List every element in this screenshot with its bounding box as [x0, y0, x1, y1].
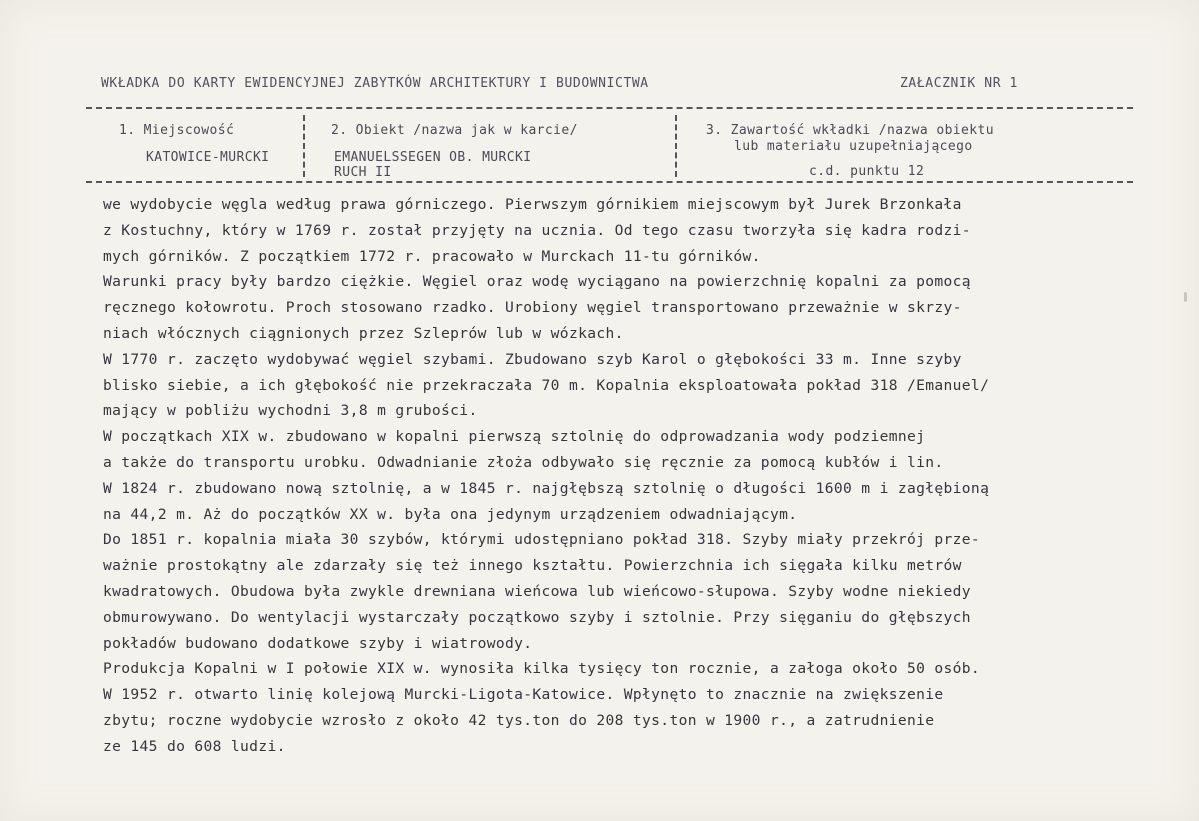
- body-line: W początkach XIX w. zbudowano w kopalni pierwszą sztolnię do odprowadzania wody podziemnej: [103, 428, 926, 446]
- object-value-line1: EMANUELSSEGEN OB. MURCKI: [334, 150, 532, 165]
- body-line: obmurowywano. Do wentylacji wystarczały początkowo szyby i sztolnie. Przy sięganiu do głębszych: [103, 608, 971, 626]
- body-line: we wydobycie węgla według prawa górniczego. Pierwszym górnikiem miejscowym był Jurek Brzonkała: [103, 196, 962, 213]
- header-divider-top: [86, 107, 1133, 109]
- body-line: na 44,2 m. Aż do początków XX w. była ona jedynym urządzeniem odwadniającym.: [103, 505, 798, 523]
- locality-label: 1. Miejscowość: [119, 123, 235, 138]
- body-line: zbytu; roczne wydobycie wzrosło z około 42 tys.ton do 208 tys.ton w 1900 r., a zatrudnienie: [103, 711, 935, 729]
- body-line: mych górników. Z początkiem 1772 r. pracowało w Murckach 11-tu górników.: [103, 247, 761, 265]
- header-divider-bottom: [86, 181, 1133, 183]
- body-line: niach włócznych ciągnionych przez Szleprów lub w wózkach.: [103, 324, 624, 342]
- form-title: WKŁADKA DO KARTY EWIDENCYJNEJ ZABYTKÓW ARCHITEKTURY I BUDOWNICTWA: [101, 76, 649, 91]
- annex-label: ZAŁACZNIK NR 1: [900, 76, 1018, 91]
- body-line: W 1770 r. zaczęto wydobywać węgiel szybami. Zbudowano szyb Karol o głębokości 33 m. Inne szyby: [103, 350, 962, 368]
- body-line: ręcznego kołowrotu. Proch stosowano rzadko. Urobiony węgiel transportowano przeważnie w skrzy-: [103, 299, 962, 317]
- column-divider-1: [303, 115, 305, 177]
- contents-value: c.d. punktu 12: [809, 164, 925, 179]
- typewritten-body: [103, 192, 1133, 760]
- body-line: Produkcja Kopalni w I połowie XIX w. wynosiła kilka tysięcy ton rocznie, a załoga około 50 osób.: [103, 660, 981, 678]
- column-divider-2: [675, 115, 677, 177]
- body-line: ze 145 do 608 ludzi.: [103, 737, 286, 755]
- body-line: a także do transportu urobku. Odwadnianie złoża odbywało się ręcznie za pomocą kubłów i lin.: [103, 453, 944, 471]
- body-line: z Kostuchny, który w 1769 r. został przyjęty na ucznia. Od tego czasu tworzyła się kadra rodzi-: [103, 221, 971, 239]
- body-line: mający w pobliżu wychodni 3,8 m grubości.: [103, 402, 478, 420]
- body-line: W 1952 r. otwarto linię kolejową Murcki-Ligota-Katowice. Wpłynęto to znacznie na zwiększenie: [103, 686, 944, 704]
- body-line: blisko siebie, a ich głębokość nie przekraczała 70 m. Kopalnia eksploatowała pokład 318 /Emanuel/: [103, 376, 990, 394]
- paper-mark: [1184, 292, 1187, 302]
- body-line: ważnie prostokątny ale zdarzały się też innego kształtu. Powierzchnia ich sięgała kilku metrów: [103, 557, 962, 575]
- body-line: pokładów budowano dodatkowe szyby i wiatrowody.: [103, 634, 533, 652]
- contents-label-line1: 3. Zawartość wkładki /nazwa obiektu: [706, 123, 994, 138]
- contents-label-line2: lub materiału uzupełniającego: [734, 139, 973, 154]
- locality-value: KATOWICE-MURCKI: [146, 150, 270, 165]
- object-label: 2. Obiekt /nazwa jak w karcie/: [331, 123, 578, 138]
- body-line: Do 1851 r. kopalnia miała 30 szybów, którymi udostępniano pokład 318. Szyby miały przekrój prze-: [103, 531, 981, 549]
- body-line: W 1824 r. zbudowano nową sztolnię, a w 1845 r. najgłębszą sztolnię o długości 1600 m i zagłębioną: [103, 479, 990, 497]
- object-value-line2: RUCH II: [334, 165, 392, 180]
- body-line: kwadratowych. Obudowa była zwykle drewniana wieńcowa lub wieńcowo-słupowa. Szyby wodne niekiedy: [103, 582, 971, 600]
- body-line: Warunki pracy były bardzo ciężkie. Węgiel oraz wodę wyciągano na powierzchnię kopalni za pomocą: [103, 273, 971, 291]
